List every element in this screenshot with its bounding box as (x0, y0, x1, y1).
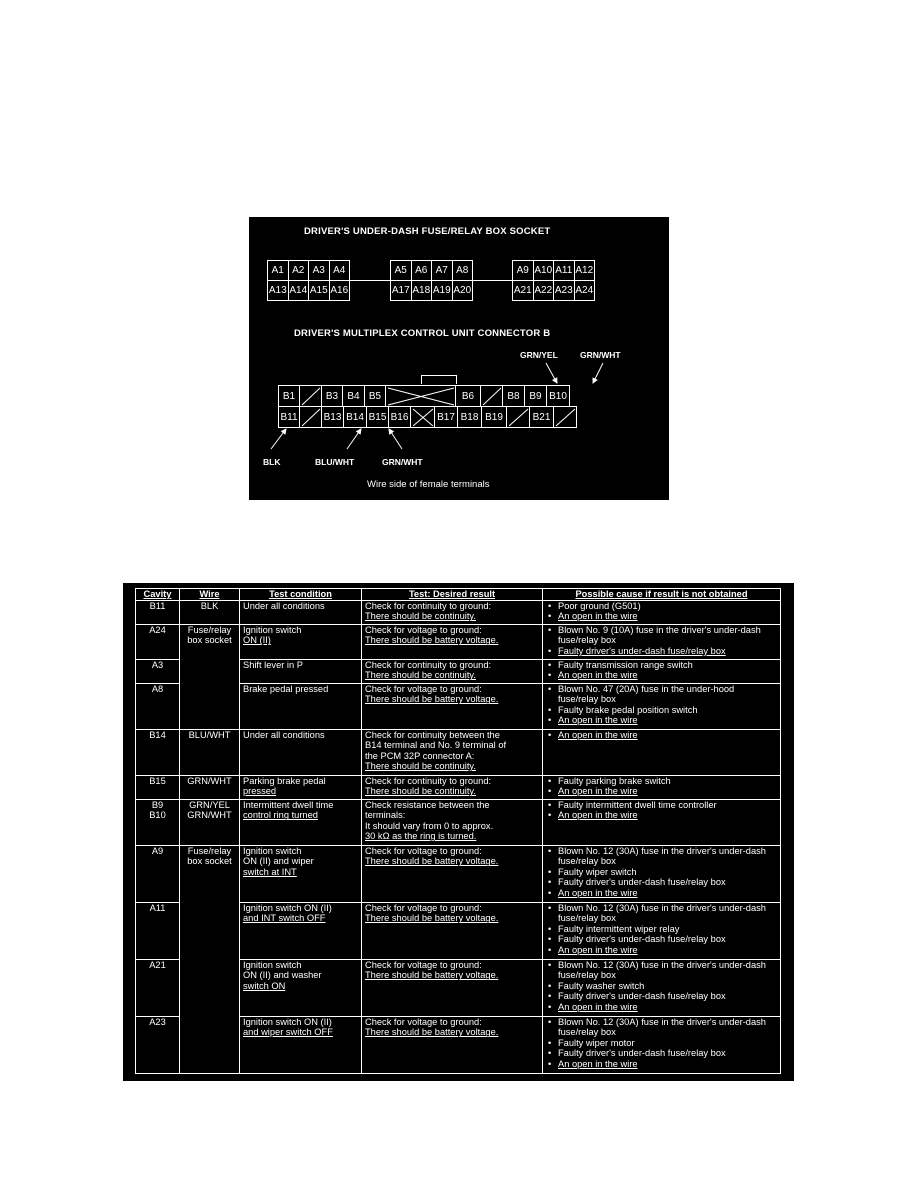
cell-possible-cause (543, 660, 781, 684)
wire-value: GRN/WHT (187, 776, 232, 786)
cell-line: There should be continuity. (365, 670, 476, 681)
cause-item: • Faulty driver's under-dash fuse/relay box (546, 934, 777, 944)
cell-line: Ignition switch (243, 846, 302, 856)
cavity-value: B11 (149, 601, 166, 611)
cell-test-condition (240, 684, 362, 730)
wire-value: BLU/WHT (188, 730, 231, 740)
fuse-socket-cavity: A3 (308, 260, 330, 281)
cell-possible-cause (543, 601, 781, 625)
cavity-value: A3 (151, 660, 164, 670)
cell-line: Ignition switch (243, 625, 302, 635)
connector-cavity: B21 (529, 406, 554, 428)
cavity-value: A8 (151, 684, 164, 694)
cavity-value: A24 (149, 625, 166, 635)
cause-item: • An open in the wire (546, 611, 777, 621)
cell-desired-result (362, 960, 543, 1017)
cell-test-condition (240, 1017, 362, 1074)
cause-item: • Faulty intermittent wiper relay (546, 924, 777, 934)
diagnosis-table (135, 588, 781, 1074)
cause-item: • An open in the wire (546, 1002, 777, 1012)
arrow-grn-wht-bottom (389, 429, 402, 449)
cause-item: • Blown No. 12 (30A) fuse in the driver's under-dash fuse/relay box (546, 846, 777, 867)
cell-possible-cause (543, 800, 781, 846)
table-row (136, 846, 781, 903)
fuse-socket-cavity: A15 (308, 280, 330, 301)
cell-line: Ignition switch ON (II) (243, 1017, 332, 1027)
wire-value: Fuse/relay box socket (187, 625, 232, 646)
cell-line: Under all conditions (243, 730, 325, 740)
cavity-value: A23 (149, 1017, 166, 1027)
fuse-socket-cavity: A12 (574, 260, 596, 281)
wire-value: BLK (200, 601, 219, 611)
cell-line: ON (II) and wiper (243, 856, 314, 867)
wire-label-grn-yel: GRN/YEL (520, 350, 558, 360)
fuse-socket-cavity: A5 (390, 260, 412, 281)
cause-item: • Faulty brake pedal position switch (546, 705, 777, 715)
fuse-socket-cavity: A6 (411, 260, 433, 281)
cell-cavity (136, 846, 180, 903)
cell-line: There should be battery voltage. (365, 694, 499, 705)
cause-item: • Faulty driver's under-dash fuse/relay box (546, 646, 777, 656)
cell-line: There should be battery voltage. (365, 913, 499, 924)
cell-line: B14 terminal and No. 9 terminal of (365, 740, 507, 751)
cell-possible-cause (543, 730, 781, 776)
wire-value: GRN/WHT (187, 810, 232, 821)
cell-desired-result (362, 903, 543, 960)
cell-line: switch at INT (243, 866, 297, 877)
connector-cavity: B1 (278, 385, 300, 407)
header-wire: Wire (180, 589, 240, 601)
fuse-socket-cavity: A17 (390, 280, 412, 301)
cause-item: • An open in the wire (546, 945, 777, 955)
fuse-socket-cavity: A9 (512, 260, 534, 281)
connector-blank-cavity (506, 406, 530, 428)
connector-cavity: B9 (524, 385, 547, 407)
cell-line: There should be battery voltage. (365, 635, 499, 646)
cell-line: There should be battery voltage. (365, 1027, 499, 1038)
fuse-socket-cavity: A11 (553, 260, 575, 281)
cell-line: Brake pedal pressed (243, 684, 329, 694)
connector-cavity: B16 (388, 406, 411, 428)
connector-cavity: B14 (343, 406, 367, 428)
connector-cavity: B4 (342, 385, 365, 407)
cell-test-condition (240, 625, 362, 660)
diagnosis-table-panel (123, 583, 794, 1081)
cell-wire (180, 730, 240, 776)
header-test-condition: Test condition (240, 589, 362, 601)
cell-cavity (136, 800, 180, 846)
cause-item: • Faulty intermittent dwell time controller (546, 800, 777, 810)
cell-desired-result (362, 601, 543, 625)
cell-wire (180, 776, 240, 800)
cell-line: Ignition switch ON (II) (243, 903, 332, 913)
cell-possible-cause (543, 1017, 781, 1074)
table-row (136, 800, 781, 846)
cell-line: Shift lever in P (243, 660, 303, 670)
connector-cavity: B13 (321, 406, 344, 428)
cell-test-condition (240, 776, 362, 800)
cell-cavity (136, 601, 180, 625)
fuse-socket-cavity: A16 (329, 280, 351, 301)
cell-test-condition (240, 660, 362, 684)
cell-line: Check for voltage to ground: (365, 1017, 482, 1027)
fuse-socket-cavity: A23 (553, 280, 575, 301)
cell-line: Under all conditions (243, 601, 325, 611)
cell-cavity (136, 1017, 180, 1074)
table-row (136, 776, 781, 800)
fuse-box-title: DRIVER'S UNDER-DASH FUSE/RELAY BOX SOCKET (304, 226, 551, 237)
connector-cavity: B11 (278, 406, 300, 428)
cell-line: ON (II) and washer (243, 970, 322, 981)
cavity-value: A9 (151, 846, 164, 856)
cause-item: • Faulty washer switch (546, 981, 777, 991)
cell-desired-result (362, 684, 543, 730)
wire-value: GRN/YEL (189, 800, 230, 810)
connector-cavity: B10 (546, 385, 570, 407)
cell-possible-cause (543, 903, 781, 960)
wire-label-blu-wht: BLU/WHT (315, 457, 355, 467)
cell-wire (180, 846, 240, 1074)
cell-test-condition (240, 960, 362, 1017)
cause-item: • Faulty driver's under-dash fuse/relay box (546, 877, 777, 887)
cell-line: Check for continuity to ground: (365, 660, 492, 670)
connector-cavity: B3 (321, 385, 343, 407)
fuse-socket-cavity: A13 (267, 280, 289, 301)
fuse-socket-cavity: A18 (411, 280, 433, 301)
cell-line: Parking brake pedal (243, 776, 326, 786)
cell-line: ON (II) (243, 635, 271, 646)
fuse-socket-cavity: A8 (452, 260, 474, 281)
cell-line: switch ON (243, 980, 286, 991)
arrow-grn-wht-top (593, 363, 603, 383)
wire-label-grn-wht-bottom: GRN/WHT (382, 457, 423, 467)
cause-item: • An open in the wire (546, 1059, 777, 1069)
cell-test-condition (240, 730, 362, 776)
cell-desired-result (362, 625, 543, 660)
connector-title: DRIVER'S MULTIPLEX CONTROL UNIT CONNECTOR B (294, 328, 551, 339)
cell-possible-cause (543, 960, 781, 1017)
fuse-socket-connector-line (350, 280, 390, 281)
cause-item: • Faulty wiper switch (546, 867, 777, 877)
wire-label-blk: BLK (263, 457, 281, 467)
connector-blank-cavity (385, 385, 456, 407)
cell-cavity (136, 960, 180, 1017)
cause-item: • Blown No. 9 (10A) fuse in the driver's under-dash fuse/relay box (546, 625, 777, 646)
cell-line: control ring turned (243, 810, 318, 821)
cell-line: Check for voltage to ground: (365, 846, 482, 856)
cell-line: Check resistance between the (365, 800, 490, 810)
cause-item: • An open in the wire (546, 715, 777, 725)
fuse-socket-cavity: A21 (512, 280, 534, 301)
cell-line: It should vary from 0 to approx. (365, 820, 494, 831)
cell-wire (180, 800, 240, 846)
cell-line: Ignition switch (243, 960, 302, 970)
cause-item: • Blown No. 47 (20A) fuse in the under-hood fuse/relay box (546, 684, 777, 705)
fuse-socket-cavity: A2 (288, 260, 310, 281)
cell-line: pressed (243, 786, 277, 797)
cell-line: Intermittent dwell time (243, 800, 334, 810)
cell-line: Check for voltage to ground: (365, 625, 482, 635)
cavity-value: B15 (149, 776, 166, 786)
cell-line: terminals: (365, 810, 406, 821)
cell-line: There should be continuity. (365, 761, 476, 772)
cell-cavity (136, 684, 180, 730)
cell-desired-result (362, 730, 543, 776)
header-desired-result: Test: Desired result (362, 589, 543, 601)
connector-blank-cavity (480, 385, 503, 407)
cavity-value: A11 (149, 903, 166, 913)
cause-item: • Poor ground (G501) (546, 601, 777, 611)
fuse-socket-cavity: A4 (329, 260, 351, 281)
diagram-caption: Wire side of female terminals (367, 479, 490, 490)
fuse-socket-cavity: A7 (431, 260, 453, 281)
cause-item: • Blown No. 12 (30A) fuse in the driver's under-dash fuse/relay box (546, 960, 777, 981)
cell-cavity (136, 625, 180, 660)
connector-diagram (249, 217, 669, 500)
wire-value: Fuse/relay box socket (187, 846, 232, 867)
cause-item: • Faulty wiper motor (546, 1038, 777, 1048)
cell-line: the PCM 32P connector A: (365, 750, 475, 761)
cell-desired-result (362, 846, 543, 903)
cell-line: Check for voltage to ground: (365, 960, 482, 970)
cell-cavity (136, 660, 180, 684)
cell-wire (180, 625, 240, 730)
table-row (136, 625, 781, 660)
cause-item: • Faulty driver's under-dash fuse/relay box (546, 991, 777, 1001)
fuse-socket-cavity: A22 (533, 280, 555, 301)
connector-cavity: B15 (366, 406, 389, 428)
cell-possible-cause (543, 776, 781, 800)
header-possible-cause: Possible cause if result is not obtained (543, 589, 781, 601)
cell-cavity (136, 776, 180, 800)
cavity-value: B9 (151, 800, 164, 810)
connector-blank-cavity (299, 385, 322, 407)
fuse-socket-cavity: A20 (452, 280, 474, 301)
cell-possible-cause (543, 625, 781, 660)
cell-desired-result (362, 1017, 543, 1074)
cell-line: There should be continuity. (365, 786, 476, 797)
arrow-blk (271, 429, 286, 449)
fuse-socket-cavity: A14 (288, 280, 310, 301)
cell-line: Check for continuity to ground: (365, 601, 492, 611)
table-row (136, 601, 781, 625)
cell-desired-result (362, 800, 543, 846)
cause-item: • An open in the wire (546, 786, 777, 796)
cause-item: • An open in the wire (546, 670, 777, 680)
cell-line: Check for voltage to ground: (365, 684, 482, 694)
cell-line: There should be battery voltage. (365, 970, 499, 981)
cavity-value: B10 (149, 810, 166, 821)
header-cavity: Cavity (136, 589, 180, 601)
cavity-value: A21 (149, 960, 166, 970)
fuse-socket-cavity: A24 (574, 280, 596, 301)
table-header-row (136, 589, 781, 601)
cell-cavity (136, 903, 180, 960)
arrow-grn-yel (546, 363, 557, 383)
connector-blank-cavity (299, 406, 322, 428)
arrow-blu-wht (347, 429, 361, 449)
cause-item: • Faulty driver's under-dash fuse/relay box (546, 1048, 777, 1058)
fuse-socket-cavity: A19 (431, 280, 453, 301)
cause-item: • An open in the wire (546, 810, 777, 820)
cell-line: 30 kΩ as the ring is turned. (365, 831, 477, 842)
cell-desired-result (362, 776, 543, 800)
wire-label-grn-wht-top: GRN/WHT (580, 350, 621, 360)
cause-item: • Blown No. 12 (30A) fuse in the driver's under-dash fuse/relay box (546, 1017, 777, 1038)
connector-cavity: B8 (502, 385, 525, 407)
connector-cavity: B19 (481, 406, 507, 428)
cell-test-condition (240, 601, 362, 625)
cause-item: • Blown No. 12 (30A) fuse in the driver's under-dash fuse/relay box (546, 903, 777, 924)
cell-line: and wiper switch OFF (243, 1027, 333, 1038)
cause-item: • Faulty transmission range switch (546, 660, 777, 670)
fuse-socket-cavity: A1 (267, 260, 289, 281)
connector-blank-cavity (410, 406, 435, 428)
cell-desired-result (362, 660, 543, 684)
table-row (136, 730, 781, 776)
cell-line: and INT switch OFF (243, 913, 326, 924)
cell-possible-cause (543, 684, 781, 730)
cell-line: Check for continuity to ground: (365, 776, 492, 786)
cell-line: There should be continuity. (365, 611, 476, 622)
fuse-socket-cavity: A10 (533, 260, 555, 281)
connector-cavity: B5 (364, 385, 386, 407)
cavity-value: B14 (149, 730, 166, 740)
fuse-socket-connector-line (473, 280, 512, 281)
cause-item: • An open in the wire (546, 888, 777, 898)
cell-line: There should be battery voltage. (365, 856, 499, 867)
connector-cavity: B17 (434, 406, 458, 428)
cell-cavity (136, 730, 180, 776)
connector-cavity: B18 (457, 406, 482, 428)
cell-test-condition (240, 800, 362, 846)
cell-wire (180, 601, 240, 625)
cell-line: Check for voltage to ground: (365, 903, 482, 913)
cell-possible-cause (543, 846, 781, 903)
cell-test-condition (240, 846, 362, 903)
connector-blank-cavity (553, 406, 577, 428)
cell-test-condition (240, 903, 362, 960)
cause-item: • An open in the wire (546, 730, 777, 740)
connector-cavity: B6 (455, 385, 481, 407)
cause-item: • Faulty parking brake switch (546, 776, 777, 786)
cell-line: Check for continuity between the (365, 730, 500, 740)
